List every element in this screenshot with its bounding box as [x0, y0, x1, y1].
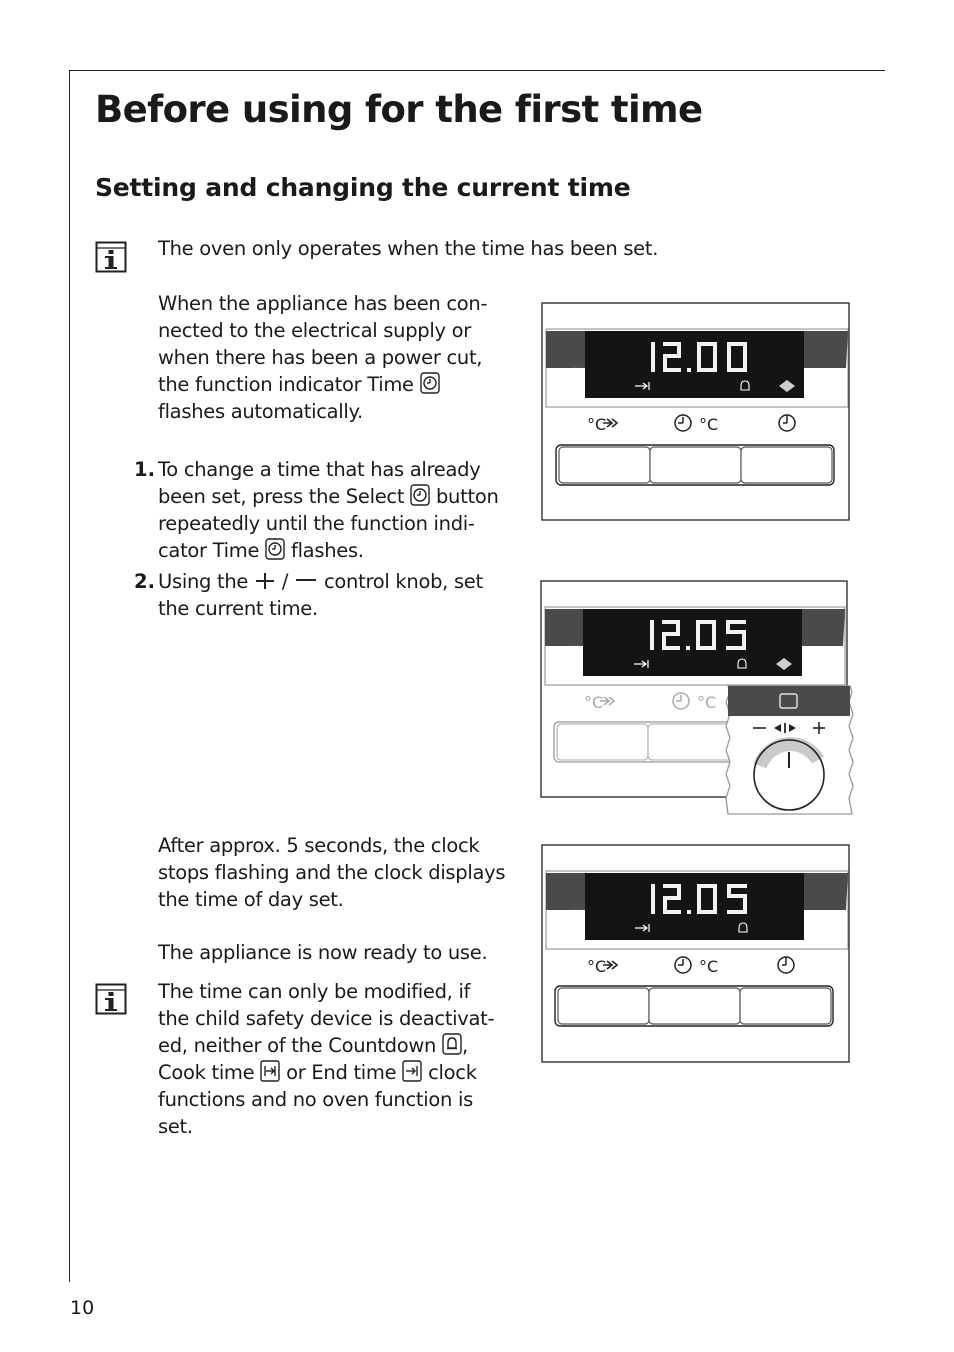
svg-text:°C: °C [699, 957, 719, 976]
control-panel-knob-illustration [540, 580, 856, 818]
svg-text:°C: °C [805, 910, 816, 920]
clock-display [585, 873, 804, 940]
cook-time-icon [260, 1060, 280, 1082]
intro-paragraph: When the appliance has been con- nected to the electrical supply or when there has been a power cut, the function indicator Time flashes automatically. [158, 292, 488, 423]
control-knob-inset [726, 686, 853, 814]
step-number: 2. [134, 570, 155, 593]
after-paragraph: After approx. 5 seconds, the clock stops flashing and the clock displays the time of day set. [158, 834, 506, 911]
left-rule [69, 70, 70, 1282]
time-indicator-icon [420, 372, 440, 394]
svg-text:°C: °C [587, 415, 607, 434]
time-indicator-icon [265, 538, 285, 560]
svg-text:°C: °C [587, 957, 607, 976]
svg-text:°C: °C [561, 910, 572, 920]
step-2-text: Using the / control knob, set the current time. [158, 570, 483, 620]
section-title: Setting and changing the current time [95, 173, 631, 202]
end-time-icon [402, 1060, 422, 1082]
info-icon [95, 983, 127, 1015]
info-icon [95, 241, 127, 273]
plus-icon [254, 571, 276, 591]
svg-text:°C: °C [584, 693, 604, 712]
countdown-bell-icon [442, 1033, 462, 1055]
step-number: 1. [134, 458, 155, 481]
control-panel-illustration [541, 302, 850, 521]
control-panel-illustration [541, 844, 850, 1063]
top-rule [69, 70, 885, 71]
select-button-icon [410, 484, 430, 506]
svg-text:°C: °C [699, 415, 719, 434]
ready-text: The appliance is now ready to use. [158, 941, 488, 964]
step-1-text: To change a time that has already been set, press the Select button repeatedly until the function indi- cator Time flashes. [158, 458, 499, 562]
svg-text:°C: °C [697, 693, 717, 712]
svg-text:°C: °C [561, 368, 572, 378]
page-title: Before using for the first time [95, 88, 703, 131]
minus-icon [294, 571, 318, 591]
clock-display [583, 609, 802, 676]
svg-text:°C: °C [802, 646, 813, 656]
note-text: The oven only operates when the time has been set. [158, 237, 659, 260]
note-2-text: The time can only be modified, if the child safety device is deactivat- ed, neither of the Countdown , Cook time or End time clock functions and no oven function is set. [158, 980, 495, 1138]
clock-display [585, 331, 804, 398]
svg-text:°C: °C [805, 368, 816, 378]
svg-text:°C: °C [560, 646, 571, 656]
page-number: 10 [70, 1297, 95, 1319]
